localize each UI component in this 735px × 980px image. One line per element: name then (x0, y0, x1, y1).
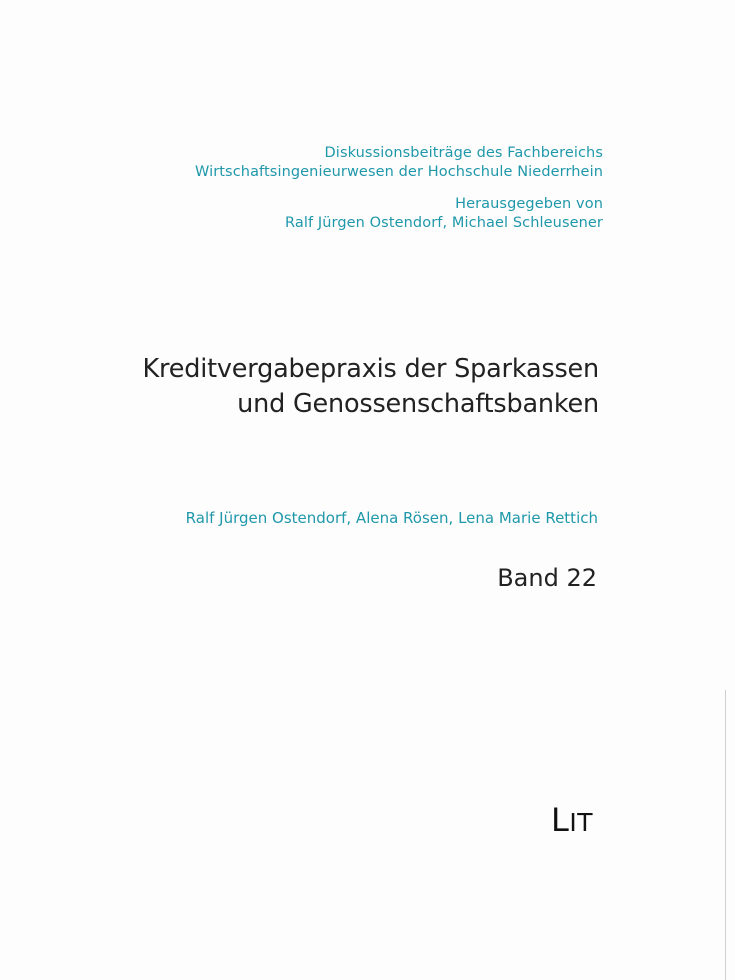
volume-number: Band 22 (497, 564, 597, 592)
series-title-line-1: Diskussionsbeiträge des Fachbereichs (324, 145, 603, 161)
scan-edge-line (725, 690, 726, 980)
editors-names: Ralf Jürgen Ostendorf, Michael Schleusener (284, 215, 603, 231)
book-title-line-1: Kreditvergabepraxis der Sparkassen (142, 354, 599, 384)
series-title-line-2: Wirtschaftsingenieurwesen der Hochschule Niederrhein (194, 164, 603, 180)
series-info (195, 144, 603, 233)
book-title-line-2: und Genossenschaftsbanken (237, 389, 599, 419)
publisher-logo (551, 800, 593, 843)
editors-label: Herausgegeben von (455, 196, 603, 212)
publisher-logo-rest: IT (569, 808, 593, 837)
book-title (143, 352, 599, 422)
book-authors: Ralf Jürgen Ostendorf, Alena Rösen, Lena Marie Rettich (185, 509, 598, 527)
publisher-logo-first-letter: L (551, 801, 570, 839)
